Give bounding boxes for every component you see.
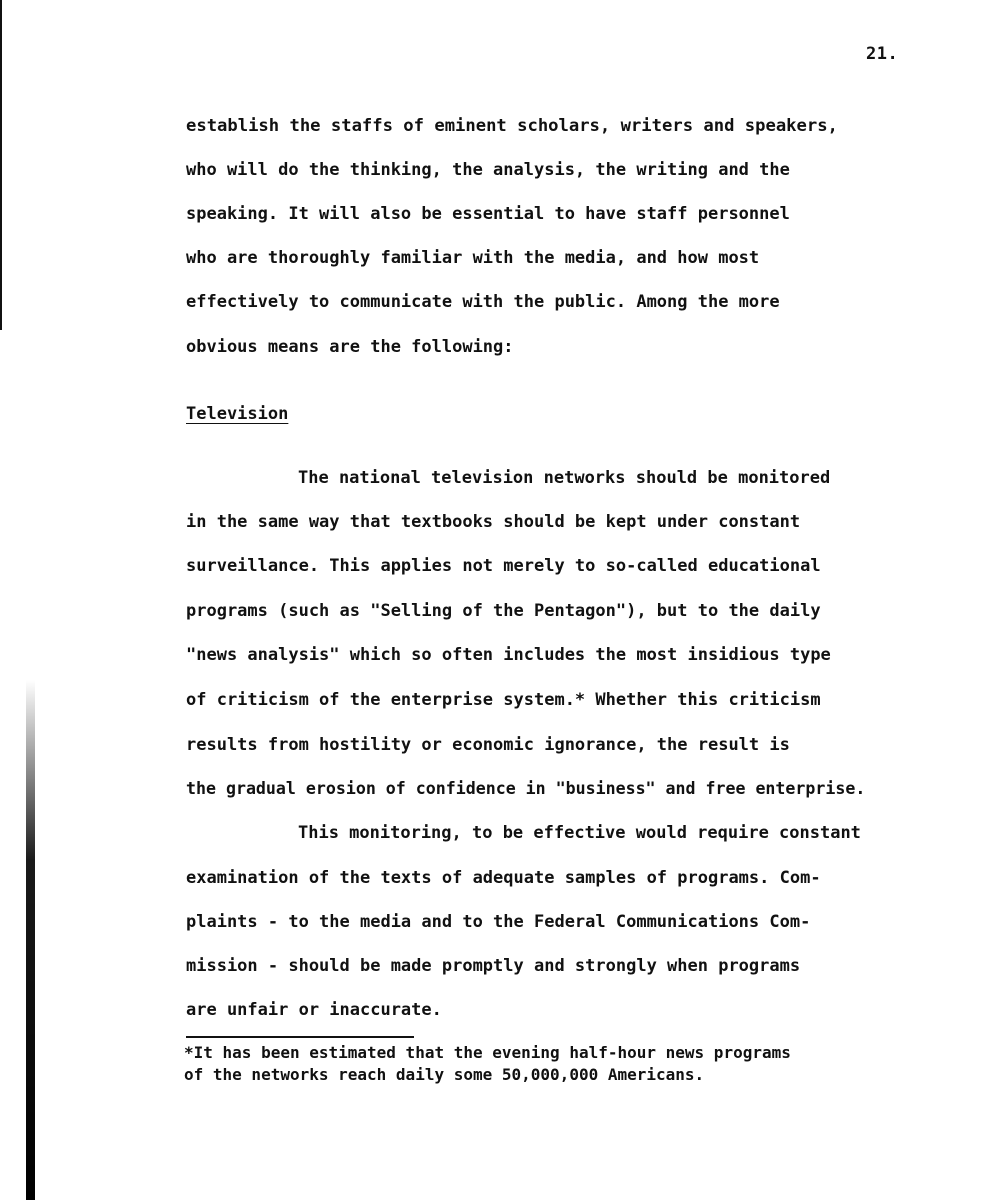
- paragraph-line: This monitoring, to be effective would require constant: [298, 823, 861, 843]
- paragraph-line: The national television networks should be monitored: [298, 468, 831, 488]
- paragraph-line: who will do the thinking, the analysis, the writing and the: [186, 160, 790, 180]
- footnote-line: of the networks reach daily some 50,000,000 Americans.: [184, 1065, 705, 1084]
- paragraph-line: who are thoroughly familiar with the media, and how most: [186, 248, 760, 268]
- section-heading: Television: [186, 404, 289, 424]
- page-edge-line-lower: [26, 680, 35, 1200]
- paragraph-line: are unfair or inaccurate.: [186, 1000, 442, 1020]
- footnote-rule: [186, 1036, 414, 1038]
- paragraph-line: "news analysis" which so often includes the most insidious type: [186, 645, 831, 665]
- paragraph-line: results from hostility or economic ignorance, the result is: [186, 735, 790, 755]
- paragraph-line: the gradual erosion of confidence in "business" and free enterprise.: [186, 779, 866, 798]
- paragraph-line: mission - should be made promptly and strongly when programs: [186, 956, 801, 976]
- page-edge-line-upper: [0, 0, 2, 330]
- paragraph-line: obvious means are the following:: [186, 337, 514, 357]
- paragraph-line: programs (such as "Selling of the Pentagon"), but to the daily: [186, 601, 821, 621]
- paragraph-line: speaking. It will also be essential to have staff personnel: [186, 204, 790, 224]
- paragraph-line: in the same way that textbooks should be kept under constant: [186, 512, 801, 532]
- paragraph-line: of criticism of the enterprise system.* Whether this criticism: [186, 690, 821, 710]
- paragraph-line: plaints - to the media and to the Federal Communications Com-: [186, 912, 811, 932]
- paragraph-line: surveillance. This applies not merely to so-called educational: [186, 556, 821, 576]
- paragraph-line: examination of the texts of adequate samples of programs. Com-: [186, 868, 821, 888]
- footnote-line: *It has been estimated that the evening half-hour news programs: [184, 1043, 791, 1062]
- paragraph-line: effectively to communicate with the public. Among the more: [186, 292, 780, 312]
- paragraph-line: establish the staffs of eminent scholars, writers and speakers,: [186, 116, 838, 136]
- page-number: 21.: [866, 44, 899, 64]
